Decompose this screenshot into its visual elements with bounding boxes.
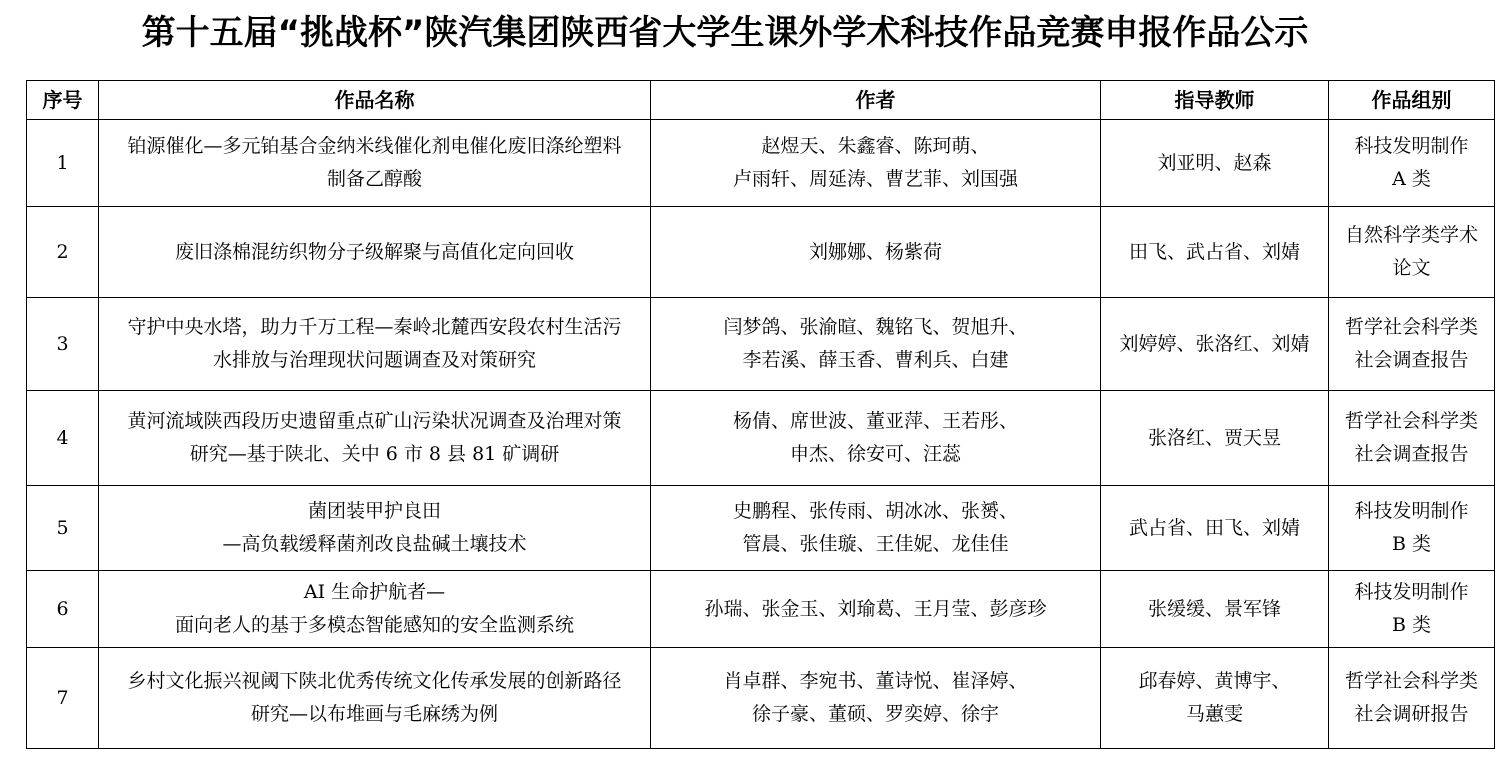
cell-advisors [1101,298,1329,391]
authors-line: 杨倩、席世波、董亚萍、王若彤、 [732,410,1018,432]
work-name-line: AI 生命护航者— [303,581,446,603]
cell-authors [651,571,1101,648]
work-name-line: 乡村文化振兴视阈下陕北优秀传统文化传承发展的创新路径 [127,670,622,692]
category-line: 科技发明制作 [1354,135,1469,157]
page-title: 第十五届“挑战杯”陕汽集团陕西省大学生课外学术科技作品竞赛申报作品公示 [141,13,1309,53]
cell-work-name [99,120,651,207]
category-line: 科技发明制作 [1354,500,1469,522]
cell-category [1329,486,1495,571]
work-name-line: 制备乙醇酸 [326,168,422,190]
category-line: 社会调查报告 [1354,443,1469,465]
category-line: 哲学社会科学类 [1344,410,1478,432]
authors-line: 闫梦鸽、张渝暄、魏铭飞、贺旭升、 [723,316,1028,338]
authors-line: 赵煜天、朱鑫睿、陈珂萌、 [761,135,990,157]
cell-authors [651,391,1101,486]
advisors-line: 田飞、武占省、刘婧 [1128,240,1300,263]
advisors-line: 邱春婷、黄博宇、 [1138,670,1291,692]
work-name-line: 守护中央水塔，助力千万工程—秦岭北麓西安段农村生活污 [127,316,622,338]
table-row [27,207,1495,298]
cell-advisors [1101,120,1329,207]
cell-index: 5 [27,486,99,571]
cell-category [1329,571,1495,648]
authors-line: 管晨、张佳璇、王佳妮、龙佳佳 [742,533,1009,555]
works-table [26,80,1495,749]
authors-line: 卢雨轩、周延涛、曹艺菲、刘国强 [732,168,1018,190]
work-name-line: 研究—以布堆画与毛麻绣为例 [250,703,498,725]
work-name-line: 废旧涤棉混纺织物分子级解聚与高值化定向回收 [174,240,574,263]
table-row [27,391,1495,486]
cell-category [1329,391,1495,486]
header-work-name: 作品名称 [99,81,651,120]
category-line: 论文 [1392,257,1431,279]
cell-advisors [1101,571,1329,648]
cell-authors [651,648,1101,749]
cell-advisors [1101,391,1329,486]
cell-index: 1 [27,120,99,207]
advisors-line: 张缓缓、景军锋 [1147,597,1281,620]
header-authors: 作者 [651,81,1101,120]
cell-index: 4 [27,391,99,486]
authors-line: 徐子豪、董硕、罗奕婷、徐宇 [751,703,999,725]
cell-category [1329,207,1495,298]
advisors-line: 刘婷婷、张洛红、刘婧 [1119,332,1310,355]
cell-work-name [99,207,651,298]
work-name-line: 黄河流域陕西段历史遗留重点矿山污染状况调查及治理对策 [127,410,622,432]
cell-authors [651,120,1101,207]
category-line: 哲学社会科学类 [1344,316,1478,338]
category-line: 自然科学类学术 [1344,224,1478,246]
category-line: A 类 [1392,168,1431,190]
authors-line: 刘娜娜、杨紫荷 [808,240,942,263]
table-row [27,486,1495,571]
category-line: 社会调查报告 [1354,349,1469,371]
category-line: B 类 [1391,614,1431,636]
header-category: 作品组别 [1329,81,1495,120]
cell-work-name [99,298,651,391]
category-line: B 类 [1391,533,1431,555]
advisors-line: 马蕙雯 [1185,703,1243,725]
cell-category [1329,648,1495,749]
cell-work-name [99,391,651,486]
cell-category [1329,120,1495,207]
work-name-line: 菌团装甲护良田 [307,500,441,522]
cell-authors [651,207,1101,298]
cell-authors [651,486,1101,571]
work-name-line: —高负载缓释菌剂改良盐碱土壤技术 [222,533,527,555]
category-line: 社会调研报告 [1354,703,1469,725]
header-index: 序号 [27,81,99,120]
cell-work-name [99,571,651,648]
work-name-line: 面向老人的基于多模态智能感知的安全监测系统 [174,614,574,636]
category-line: 哲学社会科学类 [1344,670,1478,692]
authors-line: 孙瑞、张金玉、刘瑜葛、王月莹、彭彦珍 [704,597,1047,620]
category-line: 科技发明制作 [1354,581,1469,603]
work-name-line: 铂源催化—多元铂基合金纳米线催化剂电催化废旧涤纶塑料 [127,135,622,157]
advisors-line: 刘亚明、赵森 [1157,151,1272,174]
advisors-line: 武占省、田飞、刘婧 [1128,516,1300,539]
header-advisors: 指导教师 [1101,81,1329,120]
work-name-line: 水排放与治理现状问题调查及对策研究 [212,349,536,371]
cell-advisors [1101,648,1329,749]
authors-line: 肖卓群、李宛书、董诗悦、崔泽婷、 [723,670,1028,692]
cell-index: 3 [27,298,99,391]
table-row [27,120,1495,207]
table-row [27,298,1495,391]
cell-category [1329,298,1495,391]
authors-line: 李若溪、薛玉香、曹利兵、白建 [742,349,1009,371]
cell-advisors [1101,486,1329,571]
cell-index: 2 [27,207,99,298]
table-header-row [27,81,1495,120]
cell-index: 7 [27,648,99,749]
authors-line: 申杰、徐安可、汪蕊 [789,443,961,465]
advisors-line: 张洛红、贾天昱 [1147,426,1281,449]
authors-line: 史鹏程、张传雨、胡冰冰、张赟、 [732,500,1018,522]
work-name-line: 研究—基于陕北、关中 6 市 8 县 81 矿调研 [189,443,560,465]
cell-index: 6 [27,571,99,648]
cell-work-name [99,486,651,571]
cell-authors [651,298,1101,391]
cell-advisors [1101,207,1329,298]
table-row [27,648,1495,749]
cell-work-name [99,648,651,749]
table-row [27,571,1495,648]
